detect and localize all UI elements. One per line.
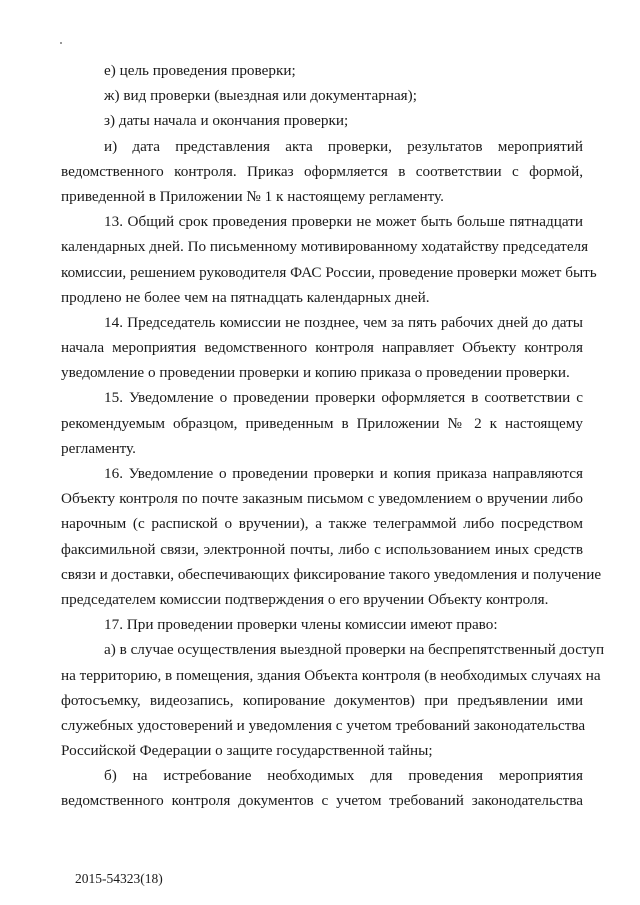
text-line: нарочным (с распиской о вручении), а также телеграммой либо посредством <box>61 515 583 533</box>
text-line: связи и доставки, обеспечивающих фиксирование такого уведомления и получение <box>61 565 602 583</box>
text-line: фотосъемку, видеозапись, копирование документов) при предъявлении ими <box>61 691 583 709</box>
text-line: рекомендуемым образцом, приведенным в Приложении № 2 к настоящему <box>61 414 583 432</box>
text-line: факсимильной связи, электронной почты, либо с использованием иных средств <box>61 540 583 558</box>
text-line: 16. Уведомление о проведении проверки и копия приказа направляются <box>104 465 583 482</box>
text-line: регламенту. <box>61 439 136 457</box>
document-number-footer: 2015-54323(18) <box>75 871 163 886</box>
text-line: 17. При проведении проверки члены комиссии имеют право: <box>104 616 498 634</box>
text-line: е) цель проведения проверки; <box>104 62 296 79</box>
text-line: 14. Председатель комиссии не позднее, чем за пять рабочих дней до даты <box>104 313 583 331</box>
text-line: календарных дней. По письменному мотивированному ходатайству председателя <box>61 238 589 256</box>
text-line: ведомственного контроля документов с учетом требований законодательства <box>61 792 583 810</box>
text-line: приведенной в Приложении № 1 к настоящему регламенту. <box>61 187 444 205</box>
text-line: уведомление о проведении проверки и копию приказа о проведении проверки. <box>61 364 570 382</box>
scan-speck <box>60 42 62 44</box>
text-line: з) даты начала и окончания проверки; <box>104 112 349 130</box>
text-line: ж) вид проверки (выездная или документарная); <box>104 87 417 105</box>
text-line: комиссии, решением руководителя ФАС России, проведение проверки может быть <box>61 263 597 281</box>
text-line: служебных удостоверений и уведомления с учетом требований законодательства <box>61 716 586 734</box>
document-body <box>61 58 605 814</box>
text-line: председателем комиссии подтверждения о его вручении Объекту контроля. <box>61 590 549 608</box>
text-line: 15. Уведомление о проведении проверки оформляется в соответствии с <box>104 389 583 407</box>
text-line: начала мероприятия ведомственного контроля направляет Объекту контроля <box>61 339 583 357</box>
text-line: а) в случае осуществления выездной проверки на беспрепятственный доступ <box>104 641 605 659</box>
text-line: ведомственного контроля. Приказ оформляется в соответствии с формой, <box>61 162 583 180</box>
text-line: на территорию, в помещения, здания Объекта контроля (в необходимых случаях на <box>61 666 601 684</box>
text-line: Объекту контроля по почте заказным письмом с уведомлением о вручении либо <box>61 490 583 508</box>
text-line: Российской Федерации о защите государственной тайны; <box>61 742 433 760</box>
text-line: 13. Общий срок проведения проверки не может быть больше пятнадцати <box>104 213 583 231</box>
text-line: продлено не более чем на пятнадцать календарных дней. <box>61 288 430 306</box>
text-line: б) на истребование необходимых для проведения мероприятия <box>104 767 583 785</box>
text-line: и) дата представления акта проверки, результатов мероприятий <box>104 137 583 155</box>
